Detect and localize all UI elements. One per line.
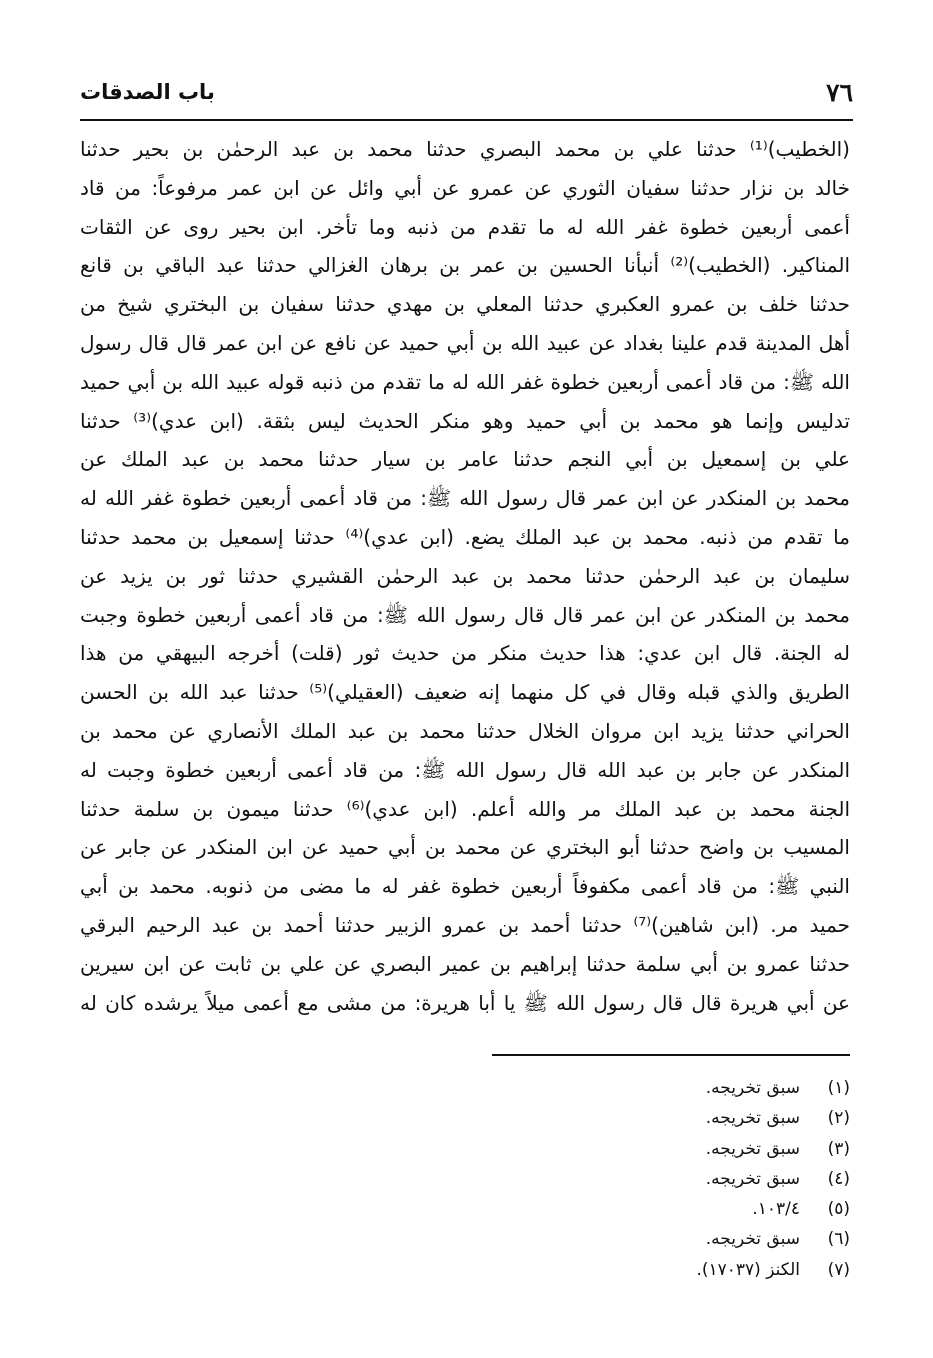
footnote-text: سبق تخريجه. [705, 1229, 800, 1250]
text-line: خالد بن نزار حدثنا سفيان الثوري عن عمرو عن أبي وائل عن ابن عمر مرفوعاً: من قاد [80, 175, 850, 200]
footnote [480, 1224, 850, 1254]
text-line: الله ﷺ: من قاد أعمى أربعين خطوة غفر الله له ما تقدم من ذنبه قوله عبيد الله بن أبي حميد [80, 369, 850, 394]
footnote-number: (٥) [827, 1199, 850, 1220]
footnotes [480, 1073, 850, 1285]
text-line: أهل المدينة قدم علينا بغداد عن عبيد الله بن أبي حميد عن نافع عن ابن عمر قال قال رسول [80, 330, 850, 355]
footnote-number: (٦) [827, 1229, 850, 1250]
text-line: المسيب بن واضح حدثنا أبو البختري عن محمد بن أبي حميد عن ابن المنكدر عن جابر عن [80, 835, 850, 860]
text-line: علي بن إسمعيل بن أبي النجم حدثنا عامر بن سيار حدثنا محمد بن عبد الملك عن [80, 447, 850, 472]
text-line: أعمى أربعين خطوة غفر الله له ما تقدم من ذنبه وما تأخر. ابن بحير روى عن الثقات [80, 214, 850, 239]
footnote-number: (٧) [827, 1259, 850, 1280]
running-title: باب الصدقات [80, 80, 215, 104]
text-line: ما تقدم من ذنبه. محمد بن عبد الملك يضع. (ابن عدي)⁽⁴⁾ حدثنا إسمعيل بن محمد حدثنا [80, 524, 850, 549]
text-line: عن أبي هريرة قال قال رسول الله ﷺ يا أبا هريرة: من مشى مع أعمى ميلاً يرشده كان له [80, 990, 850, 1015]
text-line: حميد مر. (ابن شاهين)⁽⁷⁾ حدثنا أحمد بن عمرو الزبير حدثنا أحمد بن عبد الرحيم البرقي [80, 912, 850, 937]
footnote [480, 1255, 850, 1285]
header-divider [80, 119, 853, 121]
footnote-text: سبق تخريجه. [705, 1078, 800, 1098]
footnote [480, 1103, 850, 1133]
footnote [480, 1194, 850, 1224]
footnote [480, 1134, 850, 1164]
footnote-divider [492, 1054, 850, 1056]
footnote-number: (٢) [827, 1108, 850, 1129]
text-line: له الجنة. قال ابن عدي: هذا حديث منكر من حديث ثور (قلت) أخرجه البيهقي من هذا [80, 641, 850, 666]
footnote-number: (٤) [827, 1168, 850, 1189]
text-line: حدثنا خلف بن عمرو العكبري حدثنا المعلي بن مهدي حدثنا سفيان بن البختري شيخ من [80, 292, 850, 317]
footnote-text: ١٠٣/٤. [752, 1199, 800, 1220]
footnote-text: سبق تخريجه. [705, 1138, 800, 1159]
text-line: المناكير. (الخطيب)⁽²⁾ أنبأنا الحسين بن عمر بن برهان الغزالي حدثنا عبد الباقي بن قانع [80, 253, 850, 278]
page-header [80, 78, 853, 114]
text-line: محمد بن المنكدر عن ابن عمر قال رسول الله ﷺ: من قاد أعمى أربعين خطوة غفر الله له [80, 486, 850, 511]
page-number: ٧٦ [826, 78, 853, 107]
text-line: المنكدر عن جابر بن عبد الله قال رسول الله ﷺ: من قاد أعمى أربعين خطوة وجبت له [80, 757, 850, 782]
text-line: تدليس وإنما هو محمد بن أبي حميد وهو منكر الحديث ليس بثقة. (ابن عدي)⁽³⁾ حدثنا [80, 408, 850, 433]
main-text [80, 130, 850, 1022]
text-line: الحراني حدثنا يزيد ابن مروان الخلال حدثنا محمد بن عبد الملك الأنصاري عن محمد بن [80, 718, 850, 743]
footnote-number: (٣) [827, 1138, 850, 1159]
text-line: الطريق والذي قبله وقال في كل منهما إنه ضعيف (العقيلي)⁽⁵⁾ حدثنا عبد الله بن الحسن [80, 680, 850, 705]
footnote-text: سبق تخريجه. [705, 1168, 800, 1189]
text-line: حدثنا عمرو بن أبي سلمة حدثنا إبراهيم بن عمير البصري عن علي بن ثابت عن ابن سيرين [80, 951, 850, 976]
text-line: الجنة محمد بن عبد الملك مر والله أعلم. (ابن عدي)⁽⁶⁾ حدثنا ميمون بن سلمة حدثنا [80, 796, 850, 821]
text-line: محمد بن المنكدر عن ابن عمر قال قال رسول الله ﷺ: من قاد أعمى أربعين خطوة وجبت [80, 602, 850, 627]
footnote-text: الكنز (١٧٠٣٧). [696, 1259, 800, 1280]
text-line: النبي ﷺ: من قاد أعمى مكفوفاً أربعين خطوة غفر له ما مضى من ذنوبه. محمد بن أبي [80, 874, 850, 899]
footnote-number: (١) [827, 1078, 850, 1098]
footnote [480, 1073, 850, 1103]
text-line: (الخطيب)⁽¹⁾ حدثنا علي بن محمد البصري حدثنا محمد بن عبد الرحمٰن بن بحير حدثنا [80, 137, 850, 161]
footnote-text: سبق تخريجه. [705, 1108, 800, 1129]
text-line: سليمان بن عبد الرحمٰن حدثنا محمد بن عبد الرحمٰن القشيري حدثنا ثور بن يزيد عن [80, 563, 850, 588]
footnote [480, 1164, 850, 1194]
